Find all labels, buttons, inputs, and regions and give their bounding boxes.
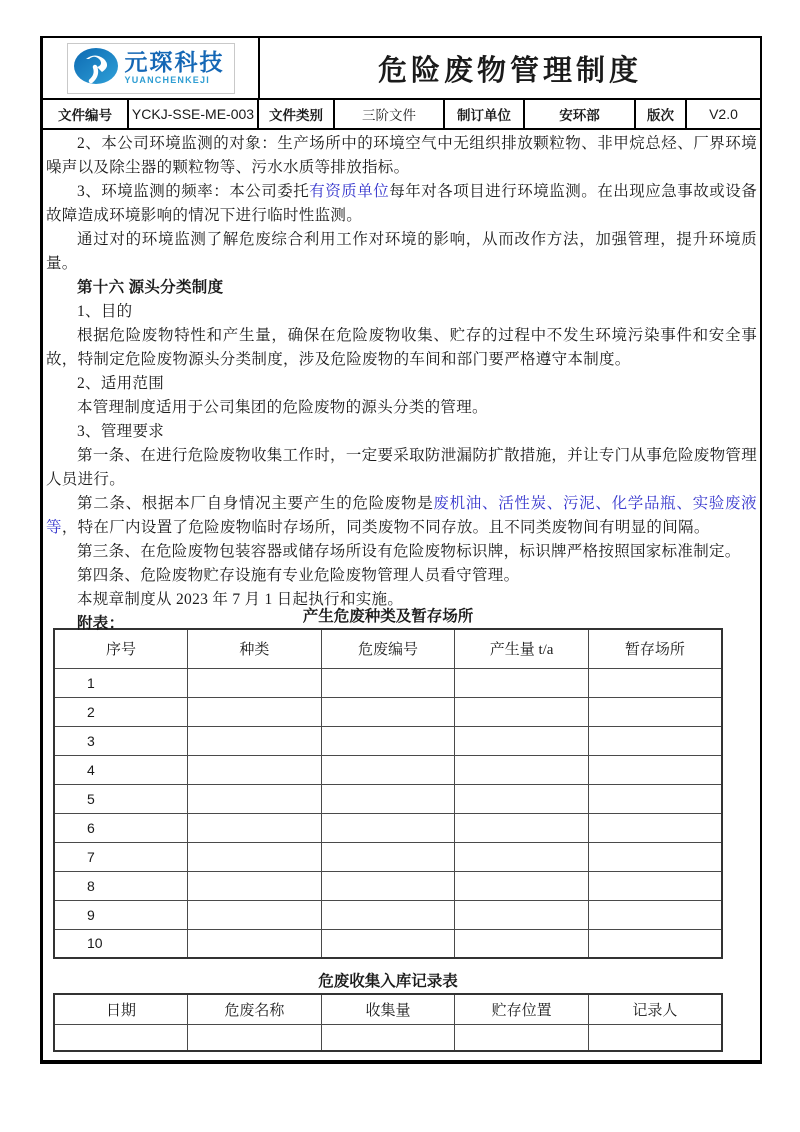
document-meta-row bbox=[43, 100, 760, 130]
meta-value-issuing-dept: 安环部 bbox=[525, 100, 636, 128]
body-text: 通过对的环境监测了解危废综合利用工作对环境的影响，从而改作方法，加强管理，提升环境质量。 bbox=[46, 231, 757, 272]
table-cell bbox=[321, 697, 455, 726]
table-cell bbox=[188, 755, 322, 784]
paragraph bbox=[46, 228, 757, 276]
table-cell bbox=[188, 668, 322, 697]
body-text: ，特在厂内设置了危险废物临时存场所，同类废物不同存放。且不同类废物间有明显的间隔。 bbox=[61, 519, 710, 536]
table-header-cell: 危废名称 bbox=[188, 994, 322, 1024]
table-cell: 9 bbox=[54, 900, 188, 929]
table-cell: 4 bbox=[54, 755, 188, 784]
paragraph bbox=[46, 132, 757, 180]
table-cell bbox=[321, 871, 455, 900]
table-cell bbox=[188, 784, 322, 813]
logo-cell bbox=[43, 38, 260, 98]
body-text: 第十六 源头分类制度 bbox=[77, 279, 224, 296]
paragraph bbox=[46, 564, 757, 588]
document-title: 危险废物管理制度 bbox=[377, 54, 642, 87]
table-cell bbox=[455, 871, 589, 900]
table-header-cell: 贮存位置 bbox=[455, 994, 589, 1024]
table-cell bbox=[54, 1024, 188, 1051]
body-text: 第三条、在危险废物包装容器或储存场所设有危险废物标识牌，标识牌严格按照国家标准制定。 bbox=[77, 543, 741, 560]
body-text: 根据危险废物特性和产生量，确保在危险废物收集、贮存的过程中不发生环境污染事件和安全事故，特制定危险废物源头分类制度，涉及危险废物的车间和部门要严格遵守本制度。 bbox=[46, 327, 757, 368]
table-cell bbox=[588, 697, 722, 726]
table-cell bbox=[188, 842, 322, 871]
table-cell bbox=[455, 726, 589, 755]
paragraph bbox=[46, 324, 757, 372]
meta-label-issuing-dept: 制订单位 bbox=[445, 100, 525, 128]
section-heading bbox=[46, 276, 757, 300]
document-page bbox=[40, 36, 762, 1064]
table-header-cell: 种类 bbox=[188, 629, 322, 668]
table-row bbox=[54, 668, 722, 697]
table-header-cell: 暂存场所 bbox=[588, 629, 722, 668]
table-cell bbox=[321, 755, 455, 784]
meta-label-doc-category: 文件类别 bbox=[259, 100, 335, 128]
table-row bbox=[54, 871, 722, 900]
body-text: 本管理制度适用于公司集团的危险废物的源头分类的管理。 bbox=[77, 399, 488, 416]
appendix-table bbox=[53, 993, 723, 1052]
meta-value-doc-number: YCKJ-SSE-ME-003 bbox=[129, 100, 259, 128]
paragraph bbox=[46, 492, 757, 540]
table-cell: 2 bbox=[54, 697, 188, 726]
paragraph bbox=[46, 372, 757, 396]
table-header-cell: 收集量 bbox=[321, 994, 455, 1024]
body-text: 2、本公司环境监测的对象：生产场所中的环境空气中无组织排放颗粒物、非甲烷总烃、厂界环境噪声以及除尘器的颗粒物等、污水水质等排放指标。 bbox=[46, 135, 757, 176]
meta-label-version: 版次 bbox=[636, 100, 687, 128]
table-row bbox=[54, 755, 722, 784]
body-text: 2、适用范围 bbox=[77, 375, 165, 392]
table-cell bbox=[455, 755, 589, 784]
table-row bbox=[54, 929, 722, 958]
table-header-cell: 日期 bbox=[54, 994, 188, 1024]
table-cell bbox=[455, 813, 589, 842]
table-cell bbox=[455, 784, 589, 813]
table-cell bbox=[588, 929, 722, 958]
table-cell bbox=[455, 900, 589, 929]
paragraph bbox=[46, 396, 757, 420]
table-cell: 6 bbox=[54, 813, 188, 842]
table-cell bbox=[455, 1024, 589, 1051]
table-cell: 1 bbox=[54, 668, 188, 697]
company-logo bbox=[67, 43, 235, 94]
paragraph bbox=[46, 444, 757, 492]
meta-value-version: V2.0 bbox=[709, 106, 738, 122]
table-cell: 3 bbox=[54, 726, 188, 755]
table-cell bbox=[588, 900, 722, 929]
table-cell bbox=[588, 755, 722, 784]
table-header-row bbox=[54, 994, 722, 1024]
body-text: 附表： bbox=[77, 615, 125, 632]
table-header-cell: 产生量 t/a bbox=[455, 629, 589, 668]
yuanchen-logo-icon bbox=[73, 47, 119, 90]
table-row bbox=[54, 726, 722, 755]
table-cell bbox=[455, 697, 589, 726]
table-cell bbox=[588, 784, 722, 813]
highlighted-text: 废机油、活性炭、污泥、化学品瓶、实验废液等 bbox=[46, 495, 757, 536]
table-row bbox=[54, 813, 722, 842]
body-text: 3、管理要求 bbox=[77, 423, 165, 440]
table-cell bbox=[588, 726, 722, 755]
table-cell bbox=[321, 929, 455, 958]
document-header bbox=[43, 38, 760, 100]
table-cell bbox=[188, 813, 322, 842]
body-text: 第二条、根据本厂自身情况主要产生的危险废物是 bbox=[77, 495, 434, 512]
table-cell bbox=[321, 842, 455, 871]
table-cell bbox=[321, 726, 455, 755]
table-row bbox=[54, 1024, 722, 1051]
table-cell bbox=[188, 929, 322, 958]
table-cell: 8 bbox=[54, 871, 188, 900]
appendix-table bbox=[53, 628, 723, 959]
table-row bbox=[54, 697, 722, 726]
table-cell bbox=[321, 1024, 455, 1051]
table-cell: 5 bbox=[54, 784, 188, 813]
table-cell bbox=[588, 871, 722, 900]
body-text: 每年对各项目进行环境监测。在出现应急事故或设备故障造成环境影响的情况下进行临时性监测。 bbox=[46, 183, 757, 224]
body-text: 本规章制度从 2023 年 7 月 1 日起执行和实施。 bbox=[77, 591, 404, 608]
table-header-cell: 记录人 bbox=[588, 994, 722, 1024]
body-text: 1、目的 bbox=[77, 303, 133, 320]
table-header-cell: 危废编号 bbox=[321, 629, 455, 668]
table-cell bbox=[188, 900, 322, 929]
table-cell bbox=[188, 726, 322, 755]
table-cell bbox=[455, 929, 589, 958]
table-row bbox=[54, 784, 722, 813]
table-cell bbox=[588, 668, 722, 697]
table-cell bbox=[321, 900, 455, 929]
table-title-waste-types: 产生危废种类及暂存场所 bbox=[302, 608, 474, 625]
paragraph bbox=[46, 180, 757, 228]
table-cell bbox=[321, 668, 455, 697]
table-header-cell: 序号 bbox=[54, 629, 188, 668]
table-cell bbox=[455, 668, 589, 697]
table-title-collection-log: 危废收集入库记录表 bbox=[318, 973, 458, 990]
body-text: 3、环境监测的频率：本公司委托 bbox=[77, 183, 310, 200]
meta-label-doc-number: 文件编号 bbox=[43, 100, 129, 128]
table-cell bbox=[588, 813, 722, 842]
table-cell bbox=[455, 842, 589, 871]
table-cell bbox=[321, 784, 455, 813]
table-cell: 10 bbox=[54, 929, 188, 958]
table-cell bbox=[588, 1024, 722, 1051]
brand-name-en: YUANCHENKEJI bbox=[124, 75, 210, 85]
paragraph bbox=[46, 420, 757, 444]
paragraph bbox=[46, 540, 757, 564]
table-cell bbox=[188, 871, 322, 900]
brand-name-cn: 元琛科技 bbox=[124, 49, 225, 75]
table-row bbox=[54, 900, 722, 929]
table-cell bbox=[321, 813, 455, 842]
table-cell: 7 bbox=[54, 842, 188, 871]
meta-value-doc-category: 三阶文件 bbox=[335, 100, 445, 128]
table-cell bbox=[588, 842, 722, 871]
table-header-row bbox=[54, 629, 722, 668]
table-row bbox=[54, 842, 722, 871]
paragraph bbox=[46, 300, 757, 324]
table-cell bbox=[188, 697, 322, 726]
body-text: 第四条、危险废物贮存设施有专业危险废物管理人员看守管理。 bbox=[77, 567, 520, 584]
body-text: 第一条、在进行危险废物收集工作时，一定要采取防泄漏防扩散措施，并让专门从事危险废物管理人员进行。 bbox=[46, 447, 757, 488]
table-cell bbox=[188, 1024, 322, 1051]
highlighted-text: 有资质单位 bbox=[309, 183, 390, 200]
